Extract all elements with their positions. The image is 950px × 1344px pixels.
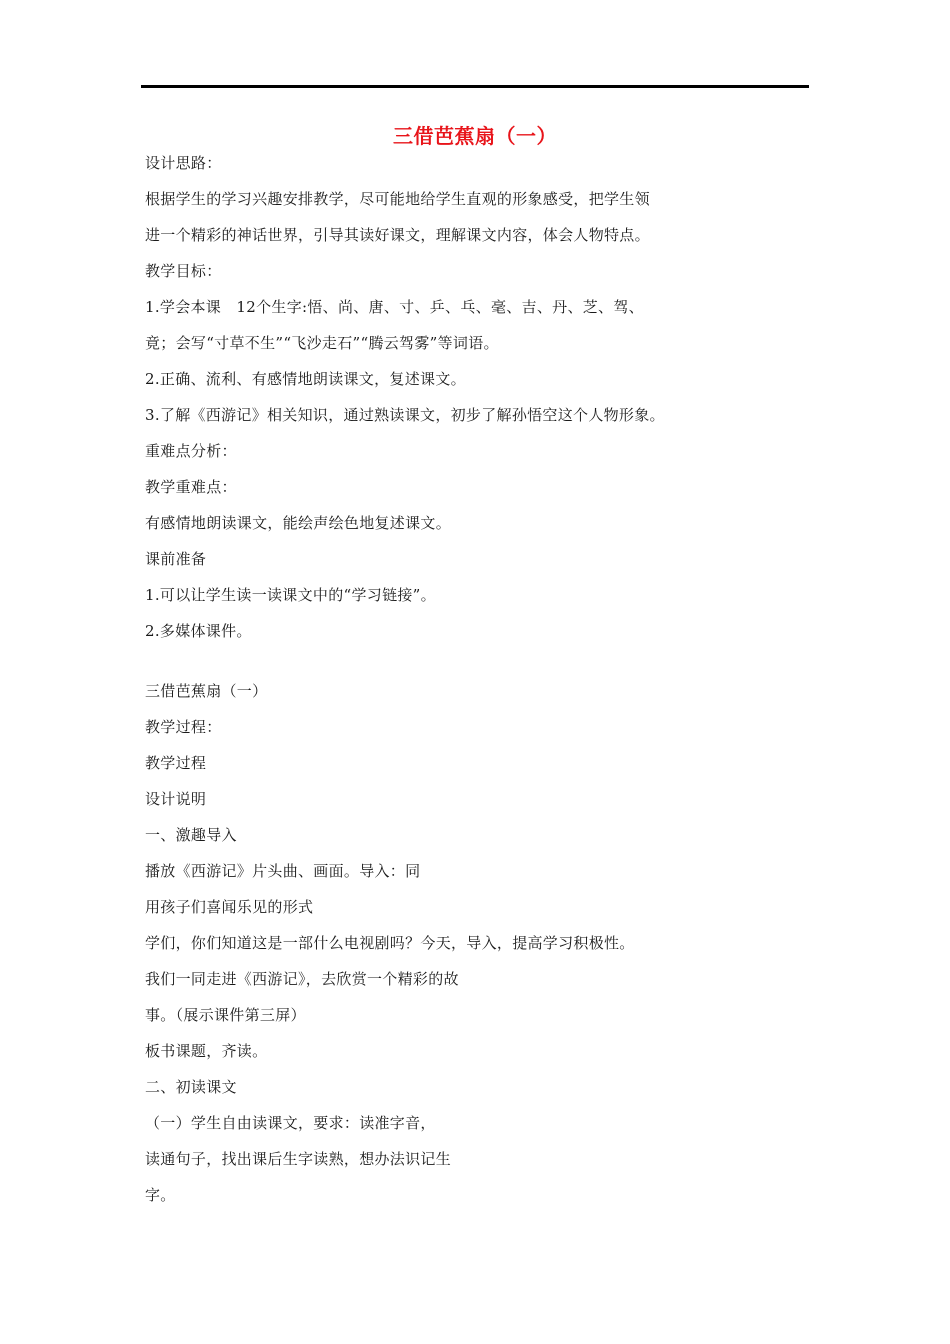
header-rule <box>141 85 809 88</box>
section-1-line-3: 学们，你们知道这是一部什么电视剧吗？今天，导入，提高学习积极性。 <box>145 934 635 952</box>
section-2-line-3: 字。 <box>145 1186 176 1204</box>
goal-3: 3.了解《西游记》相关知识，通过熟读课文，初步了解孙悟空这个人物形象。 <box>145 406 665 424</box>
design-idea-heading: 设计思路： <box>145 154 222 172</box>
goal-2: 2.正确、流利、有感情地朗读课文，复述课文。 <box>145 370 466 388</box>
goal-1-line-2: 竟；会写“寸草不生”“飞沙走石”“腾云驾雾”等词语。 <box>145 334 499 352</box>
goal-1-line-1: 1.学会本课 12个生字:悟、尚、唐、寸、乒、乓、毫、吉、丹、芝、驾、 <box>145 298 644 316</box>
key-difficulty-heading: 教学重难点： <box>145 478 237 496</box>
process-heading: 教学过程： <box>145 718 222 736</box>
section-1-line-1: 播放《西游记》片头曲、画面。导入：同 <box>145 862 421 880</box>
preparation-2: 2.多媒体课件。 <box>145 622 252 640</box>
key-points-heading: 重难点分析： <box>145 442 237 460</box>
section-2-heading: 二、初读课文 <box>145 1078 237 1096</box>
section-2-line-1: （一）学生自由读课文，要求：读准字音， <box>145 1114 436 1132</box>
section-1-heading: 一、激趣导入 <box>145 826 237 844</box>
preparation-heading: 课前准备 <box>145 550 207 568</box>
key-difficulty-text: 有感情地朗读课文，能绘声绘色地复述课文。 <box>145 514 452 532</box>
design-note-column-label: 设计说明 <box>145 790 207 808</box>
section-1-line-2: 用孩子们喜闻乐见的形式 <box>145 898 314 916</box>
lesson-title: 三借芭蕉扇（一） <box>145 682 268 700</box>
document-title: 三借芭蕉扇（一） <box>393 124 557 148</box>
process-column-label: 教学过程 <box>145 754 207 772</box>
section-1-line-5: 事。（展示课件第三屏） <box>145 1006 306 1024</box>
design-idea-text-2: 进一个精彩的神话世界，引导其读好课文，理解课文内容，体会人物特点。 <box>145 226 650 244</box>
section-2-line-2: 读通句子，找出课后生字读熟，想办法识记生 <box>145 1150 452 1168</box>
design-idea-text-1: 根据学生的学习兴趣安排教学，尽可能地给学生直观的形象感受，把学生领 <box>145 190 650 208</box>
teaching-goals-heading: 教学目标： <box>145 262 222 280</box>
section-1-line-4: 我们一同走进《西游记》，去欣赏一个精彩的故 <box>145 970 459 988</box>
preparation-1: 1.可以让学生读一读课文中的“学习链接”。 <box>145 586 436 604</box>
section-1-line-6: 板书课题，齐读。 <box>145 1042 268 1060</box>
